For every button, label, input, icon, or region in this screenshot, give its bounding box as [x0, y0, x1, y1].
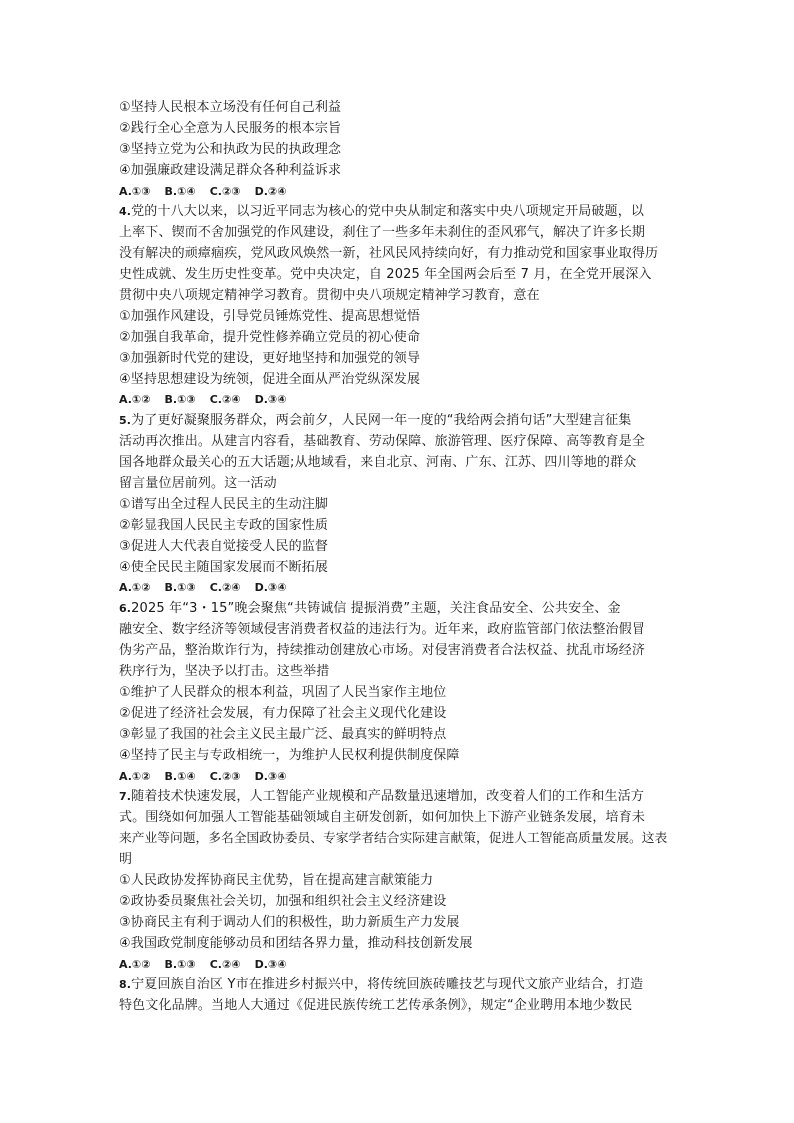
answer-b: B.①③ — [164, 393, 196, 407]
answer-choices — [119, 390, 679, 411]
option: ①坚持人民根本立场没有任何自己利益 — [119, 100, 342, 115]
option: ④坚持思想建设为统领，促进全面从严治党纵深发展 — [119, 371, 421, 387]
question-stem-line: 没有解决的顽瘴痼疾，党风政风焕然一新，社风民风持续向好，有力推动党和国家事业取得历 — [119, 246, 659, 262]
question-stem-line: 留言量位居前列。这一活动 — [119, 476, 277, 492]
question-stem-line: 伪劣产品，整治欺诈行为，持续推动创建放心市场。对侵害消费者合法权益、扰乱市场经济 — [119, 643, 646, 659]
question-stem-line: 特色文化品牌。当地人大通过《促进民族传统工艺传承条例》，规定“企业聘用本地少数民 — [119, 998, 633, 1014]
option: ③促进人大代表自觉接受人民的监督 — [119, 538, 329, 554]
question-stem-line: 秩序行为，坚决予以打击。这些举措 — [119, 664, 330, 680]
answer-a: A.①② — [119, 393, 151, 407]
question-stem-line: 国各地群众最关心的五大话题;从地域看，来自北京、河南、广东、江苏、四川等地的群众 — [119, 455, 637, 471]
option: ③彰显了我国的社会主义民主最广泛、最真实的鲜明特点 — [119, 726, 447, 742]
option: ③加强新时代党的建设，更好地坚持和加强党的领导 — [119, 350, 421, 366]
question-number: 6. — [119, 602, 132, 616]
answer-choices — [119, 578, 679, 599]
question-stem-line: 上率下、锲而不舍加强党的作风建设，刹住了一些多年未刹住的歪风邪气，解决了许多长期 — [119, 225, 646, 241]
question-number: 4. — [119, 205, 132, 219]
question-stem-line: 5.为了更好凝聚服务群众，两会前夕，人民网一年一度的“我给两会捎句话”大型建言征集 — [119, 413, 632, 429]
option: ③坚持立党为公和执政为民的执政理念 — [119, 141, 342, 157]
option: ①加强作风建设，引导党员锤炼党性、提高思想觉悟 — [119, 308, 421, 324]
question-stem-line: 史性成就、发生历史性变革。党中央决定，自 2025 年全国两会后至 7 月，在全党开展深入 — [119, 267, 652, 283]
question-stem-line: 7.随着技术快速发展，人工智能产业规模和产品数量迅速增加，改变着人们的工作和生活方 — [119, 789, 644, 805]
question-number: 8. — [119, 978, 132, 992]
answer-choices — [119, 182, 679, 203]
question-stem-line: 贯彻中央八项规定精神学习教育。贯彻中央八项规定精神学习教育，意在 — [119, 288, 540, 304]
question-stem-line: 8.宁夏回族自治区 Y市在推进乡村振兴中，将传统回族砖雕技艺与现代文旅产业结合，打造 — [119, 977, 644, 993]
answer-d: D.③④ — [254, 393, 287, 407]
answer-a: A.①③ — [119, 184, 151, 198]
option: ④加强廉政建设满足群众各种利益诉求 — [119, 162, 342, 178]
option: ①谱写出全过程人民民主的生动注脚 — [119, 496, 329, 512]
answer-a: A.①② — [119, 957, 151, 971]
question-stem-line: 6.2025 年“3・15”晚会聚焦“共铸诚信 提振消费”主题，关注食品安全、公共安全、金 — [119, 601, 621, 617]
question-number: 7. — [119, 790, 132, 804]
answer-choices — [119, 767, 679, 788]
answer-choices — [119, 955, 679, 976]
answer-c: C.②④ — [209, 393, 241, 407]
exam-page — [119, 98, 679, 1017]
answer-b: B.①③ — [164, 581, 196, 595]
option: ③协商民主有利于调动人们的积极性，助力新质生产力发展 — [119, 914, 460, 930]
option: ②加强自我革命，提升党性修养确立党员的初心使命 — [119, 329, 421, 345]
answer-c: C.②④ — [209, 957, 241, 971]
answer-c: C.②④ — [209, 581, 241, 595]
option: ④坚持了民主与专政相统一，为维护人民权利提供制度保障 — [119, 747, 460, 763]
question-stem-line: 活动再次推出。从建言内容看，基础教育、劳动保障、旅游管理、医疗保障、高等教育是全 — [119, 434, 646, 450]
question-number: 5. — [119, 414, 132, 428]
answer-b: B.①③ — [164, 957, 196, 971]
answer-a: A.①② — [119, 769, 151, 783]
answer-b: B.①④ — [164, 184, 196, 198]
question-stem-line: 融安全、数字经济等领域侵害消费者权益的违法行为。近年来，政府监管部门依法整治假冒 — [119, 622, 646, 638]
option: ④使全民民主随国家发展而不断拓展 — [119, 559, 329, 575]
answer-d: D.②④ — [254, 184, 287, 198]
option: ②政协委员聚焦社会关切，加强和组织社会主义经济建设 — [119, 893, 447, 909]
option: ②践行全心全意为人民服务的根本宗旨 — [119, 120, 342, 136]
answer-d: D.③④ — [254, 769, 287, 783]
option: ①维护了人民群众的根本利益，巩固了人民当家作主地位 — [119, 684, 447, 700]
answer-b: B.①④ — [164, 769, 196, 783]
question-stem-line: 明 — [119, 852, 133, 868]
question-5 — [119, 411, 679, 599]
answer-a: A.①② — [119, 581, 151, 595]
question-stem-line: 式。围绕如何加强人工智能基础领域自主研发创新，如何加快上下游产业链条发展，培育未 — [119, 810, 646, 826]
option: ②彰显我国人民民主专政的国家性质 — [119, 517, 329, 533]
option: ④我国政党制度能够动员和团结各界力量，推动科技创新发展 — [119, 935, 473, 951]
answer-d: D.③④ — [254, 581, 287, 595]
question-4 — [119, 202, 679, 411]
answer-c: C.②③ — [209, 769, 241, 783]
question-6 — [119, 599, 679, 787]
option: ②促进了经济社会发展，有力保障了社会主义现代化建设 — [119, 705, 447, 721]
answer-c: C.②③ — [209, 184, 241, 198]
answer-d: D.③④ — [254, 957, 287, 971]
question-3 — [119, 98, 679, 202]
question-stem-line: 4.党的十八大以来，以习近平同志为核心的党中央从制定和落实中央八项规定开局破题，以 — [119, 204, 644, 220]
question-8 — [119, 975, 679, 1017]
question-stem-line: 来产业等问题，多名全国政协委员、专家学者结合实际建言献策，促进人工智能高质量发展。这表 — [119, 831, 668, 847]
option: ①人民政协发挥协商民主优势，旨在提高建言献策能力 — [119, 872, 434, 888]
question-7 — [119, 787, 679, 975]
